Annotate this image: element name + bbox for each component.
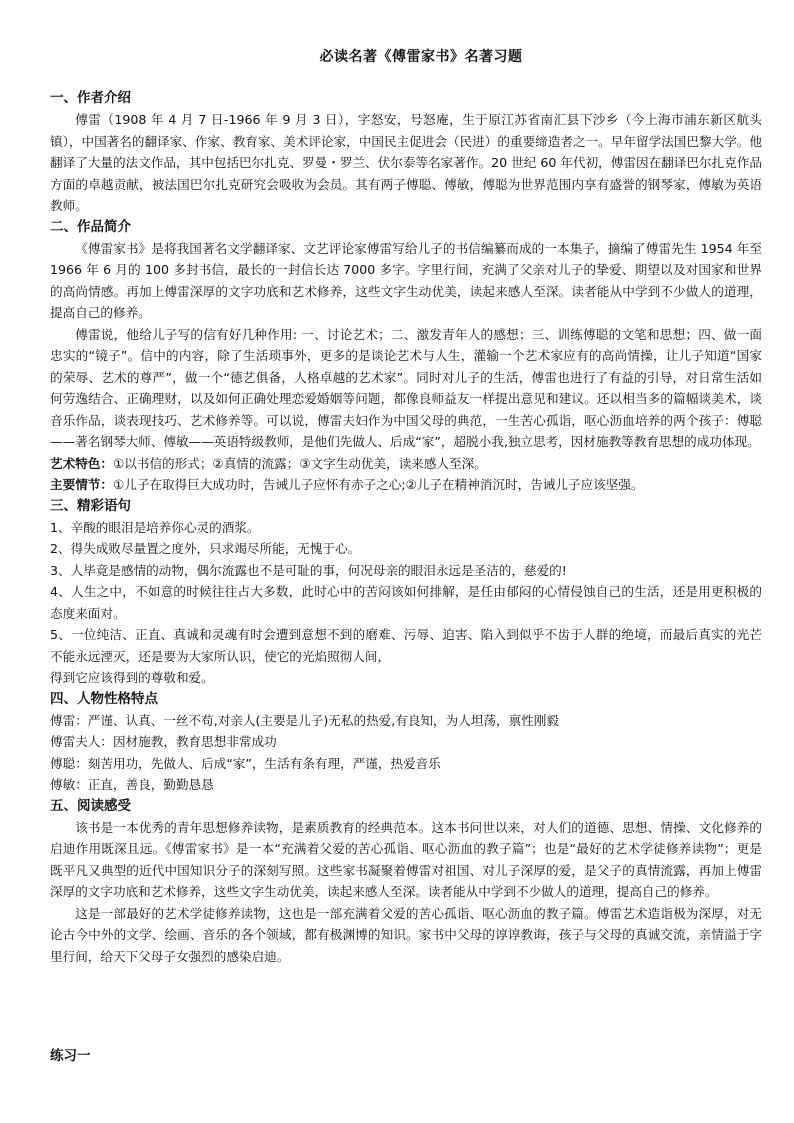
quote-item: 2、得失成败尽量置之度外，只求竭尽所能，无愧于心。 bbox=[50, 541, 361, 556]
main-plot-text: ①儿子在取得巨大成功时，告诫儿子应怀有赤子之心;②儿子在精神消沉时，告诫儿子应该坚强。 bbox=[112, 477, 644, 492]
section-heading-intro: 二、作品简介 bbox=[50, 218, 131, 235]
character-item: 傅雷夫人：因材施教，教育思想非常成功 bbox=[50, 734, 277, 749]
intro-paragraph-1: 《傅雷家书》是将我国著名文学翻译家、文艺评论家傅雷写给儿子的书信编纂而成的一本集子，摘编了傅雷先生 1954 年至1966 年 6 月的 100 多封书信，最长的一封信长达 7000 多字。字里行间，充满了父亲对儿子的挚爱、期望以及对国家和世界的高尚情感。再加上傅雷深厚的文字功底和艺术修养，这些文字生动优美，读起来感人至深。读者能从中学到不少做人的道理，提高自己的修养。 bbox=[50, 240, 762, 320]
main-plot-line bbox=[50, 474, 762, 496]
document-title: 必读名著《傅雷家书》名著习题 bbox=[319, 49, 523, 65]
quote-item: 4、人生之中，不如意的时候往往占大多数，此时心中的苦闷该如何排解，是任由郁闷的心情侵蚀自己的生活，还是用更积极的态度来面对。 bbox=[50, 584, 762, 621]
intro-paragraph-2: 傅雷说，他给儿子写的信有好几种作用: 一、讨论艺术；二、激发青年人的感想；三、训练傅聪的文笔和思想；四、做一面忠实的“镜子”。信中的内容，除了生活琐事外，更多的是谈论艺术与人生，灌输一个艺术家应有的高尚情操，让儿子知道“国家的荣辱、艺术的尊严”，做一个“德艺俱备，人格卓越的艺术家”。同时对儿子的生活，傅雷也进行了有益的引导，对日常生活如何劳逸结合、正确理财，以及如何正确处理恋爱婚姻等问题，都像良师益友一样提出意见和建议。还以相当多的篇幅谈美术，谈音乐作品，谈表现技巧、艺术修养等。可以说，傅雷夫妇作为中国父母的典范，一生苦心孤诣，呕心沥血培养的两个孩子：傅聪——著名钢琴大师、傅敏——英语特级教师，是他们先做人、后成“家”，超脱小我,独立思考，因材施教等教育思想的成功体现。 bbox=[50, 326, 762, 449]
section-heading-quotes: 三、精彩语句 bbox=[50, 497, 131, 514]
section-heading-reading: 五、阅读感受 bbox=[50, 797, 131, 814]
reading-paragraph-2: 这是一部最好的艺术学徒修养读物，这也是一部充满着父爱的苦心孤诣、呕心沥血的教子篇。傅雷艺术造诣极为深厚，对无论古今中外的文学、绘画、音乐的各个领域，都有极渊博的知识。家书中父母的谆谆教诲，孩子与父母的真诚交流，亲情溢于字里行间，给天下父母子女强烈的感染启迪。 bbox=[50, 905, 762, 964]
quote-item: 5、一位纯洁、正直、真诚和灵魂有时会遭到意想不到的磨难、污辱、迫害、陷入到似乎不齿于人群的绝境，而最后真实的光芒不能永远湮灭，还是要为大家所认识，使它的光焰照彻人间， bbox=[50, 627, 762, 664]
quote-item-continuation: 得到它应该得到的尊敬和爱。 bbox=[50, 670, 214, 685]
art-features-text: ①以书信的形式；②真情的流露；③文字生动优美，读来感人至深。 bbox=[112, 455, 487, 471]
main-plot-label: 主要情节： bbox=[50, 477, 113, 492]
quote-item: 1、辛酸的眼泪是培养你心灵的酒浆。 bbox=[50, 519, 260, 535]
section-heading-author: 一、作者介绍 bbox=[50, 90, 131, 106]
character-item: 傅敏：正直，善良，勤勤恳恳 bbox=[50, 777, 214, 792]
character-item: 傅聪：刻苦用功，先做人、后成“家”，生活有条有理，严谨，热爱音乐 bbox=[50, 755, 441, 771]
art-features-line bbox=[50, 453, 762, 475]
exercise-heading: 练习一 bbox=[50, 1048, 91, 1064]
document-page bbox=[50, 46, 762, 967]
art-features-label: 艺术特色： bbox=[50, 455, 113, 471]
quote-item: 3、人毕竟是感情的动物，偶尔流露也不是可耻的事，何况母亲的眼泪永远是圣洁的，慈爱的! bbox=[50, 562, 567, 578]
character-item: 傅雷：严谨、认真、一丝不苟,对亲人(主要是儿子)无私的热爱,有良知，为人坦荡，禀性刚毅 bbox=[50, 712, 559, 728]
author-paragraph: 傅雷（1908 年 4 月 7 日-1966 年 9 月 3 日），字怒安，号怒庵，生于原江苏省南汇县下沙乡（今上海市浦东新区航头镇），中国著名的翻译家、作家、教育家、美术评论家，中国民主促进会（民进）的重要缔造者之一。早年留学法国巴黎大学。他翻译了大量的法文作品，其中包括巴尔扎克、罗曼・罗兰、伏尔泰等名家著作。20 世纪 60 年代初，傅雷因在翻译巴尔扎克作品方面的卓越贡献，被法国巴尔扎克研究会吸收为会员。其有两子傅聪、傅敏，傅聪为世界范围内享有盛誉的钢琴家，傅敏为英语教师。 bbox=[50, 112, 762, 213]
reading-paragraph-1: 该书是一本优秀的青年思想修养读物，是素质教育的经典范本。这本书问世以来，对人们的道德、思想、情操、文化修养的启迪作用既深且远。《傅雷家书》是一本“充满着父爱的苦心孤诣、呕心沥血的教子篇”；也是“最好的艺术学徒修养读物”；更是既平凡又典型的近代中国知识分子的深刻写照。这些家书凝聚着傅雷对祖国、对儿子深厚的爱，是父子的真情流露，再加上傅雷深厚的文字功底和艺术修养，这些文字生动优美，读起来感人至深。读者能从中学到不少做人的道理，提高自己的修养。 bbox=[50, 819, 762, 899]
section-heading-characters: 四、人物性格特点 bbox=[50, 690, 158, 707]
